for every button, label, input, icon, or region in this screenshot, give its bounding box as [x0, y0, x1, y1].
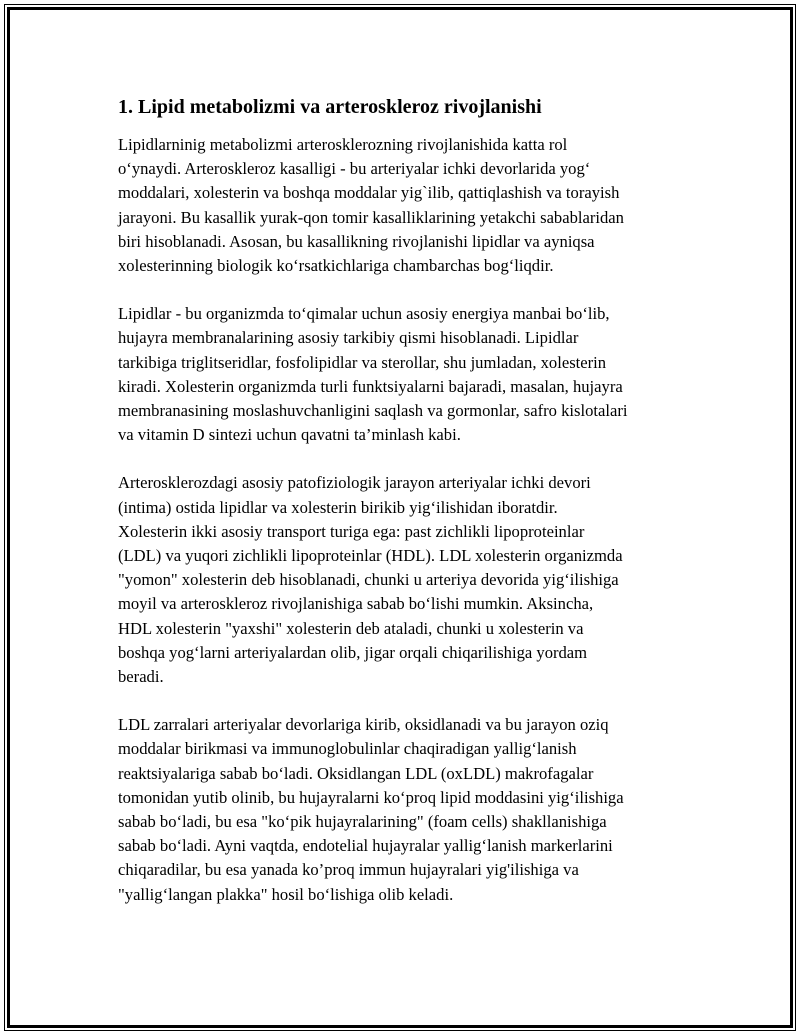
document-body [118, 95, 690, 931]
text-line: biri hisoblanadi. Asosan, bu kasallikning rivojlanishi lipidlar va ayniqsa [118, 231, 595, 251]
text-line: (intima) ostida lipidlar va xolesterin birikib yig‘ilishidan iboratdir. [118, 497, 558, 517]
text-line: moddalar birikmasi va immunoglobulinlar chaqiradigan yallig‘lanish [118, 739, 577, 759]
text-line: Lipidlar - bu organizmda to‘qimalar uchun asosiy energiya manbai bo‘lib, [118, 304, 610, 324]
text-line: sabab bo‘ladi, bu esa "ko‘pik hujayralarining" (foam cells) shakllanishiga [118, 812, 607, 832]
text-line: moyil va arteroskleroz rivojlanishiga sabab bo‘lishi mumkin. Aksincha, [118, 594, 594, 614]
text-line: moddalari, xolesterin va boshqa moddalar yig`ilib, qattiqlashish va torayish [118, 183, 620, 203]
text-line: "yallig‘langan plakka" hosil bo‘lishiga olib keladi. [118, 884, 454, 904]
paragraph-1 [118, 133, 690, 278]
text-line: Xolesterin ikki asosiy transport turiga ega: past zichlikli lipoproteinlar [118, 521, 585, 541]
text-line: tarkibiga triglitseridlar, fosfolipidlar va sterollar, shu jumladan, xolesterin [118, 352, 607, 372]
text-line: "yomon" xolesterin deb hisoblanadi, chunki u arteriya devorida yig‘ilishiga [118, 570, 619, 590]
text-line: hujayra membranalarining asosiy tarkibiy qismi hisoblanadi. Lipidlar [118, 328, 579, 348]
text-line: Arterosklerozdagi asosiy patofiziologik jarayon arteriyalar ichki devori [118, 473, 591, 493]
text-line: kiradi. Xolesterin organizmda turli funktsiyalarni bajaradi, masalan, hujayra [118, 376, 623, 396]
text-line: beradi. [118, 667, 164, 687]
text-line: o‘ynaydi. Arteroskleroz kasalligi - bu arteriyalar ichki devorlarida yog‘ [118, 159, 591, 179]
text-line: reaktsiyalariga sabab bo‘ladi. Oksidlangan LDL (oxLDL) makrofagalar [118, 763, 594, 783]
text-line: LDL zarralari arteriyalar devorlariga kirib, oksidlanadi va bu jarayon oziq [118, 715, 609, 735]
section-heading: 1. Lipid metabolizmi va arteroskleroz rivojlanishi [118, 96, 542, 118]
text-line: xolesterinning biologik ko‘rsatkichlariga chambarchas bog‘liqdir. [118, 256, 554, 276]
paragraph-2 [118, 302, 690, 447]
text-line: boshqa yog‘larni arteriyalardan olib, jigar orqali chiqarilishiga yordam [118, 642, 588, 662]
text-line: sabab bo‘ladi. Ayni vaqtda, endotelial hujayralar yallig‘lanish markerlarini [118, 836, 613, 856]
text-line: HDL xolesterin "yaxshi" xolesterin deb ataladi, chunki u xolesterin va [118, 618, 584, 638]
text-line: (LDL) va yuqori zichlikli lipoproteinlar (HDL). LDL xolesterin organizmda [118, 546, 623, 566]
text-line: jarayoni. Bu kasallik yurak-qon tomir kasalliklarining yetakchi sabablaridan [118, 207, 624, 227]
text-line: va vitamin D sintezi uchun qavatni ta’minlash kabi. [118, 425, 461, 445]
text-line: chiqaradilar, bu esa yanada ko’proq immun hujayralari yig'ilishiga va [118, 860, 579, 880]
paragraph-3 [118, 471, 690, 689]
paragraph-4 [118, 713, 690, 907]
text-line: tomonidan yutib olinib, bu hujayralarni ko‘proq lipid moddasini yig‘ilishiga [118, 787, 624, 807]
text-line: membranasining moslashuvchanligini saqlash va gormonlar, safro kislotalari [118, 401, 628, 421]
text-line: Lipidlarninig metabolizmi arterosklerozning rivojlanishida katta rol [118, 135, 568, 154]
